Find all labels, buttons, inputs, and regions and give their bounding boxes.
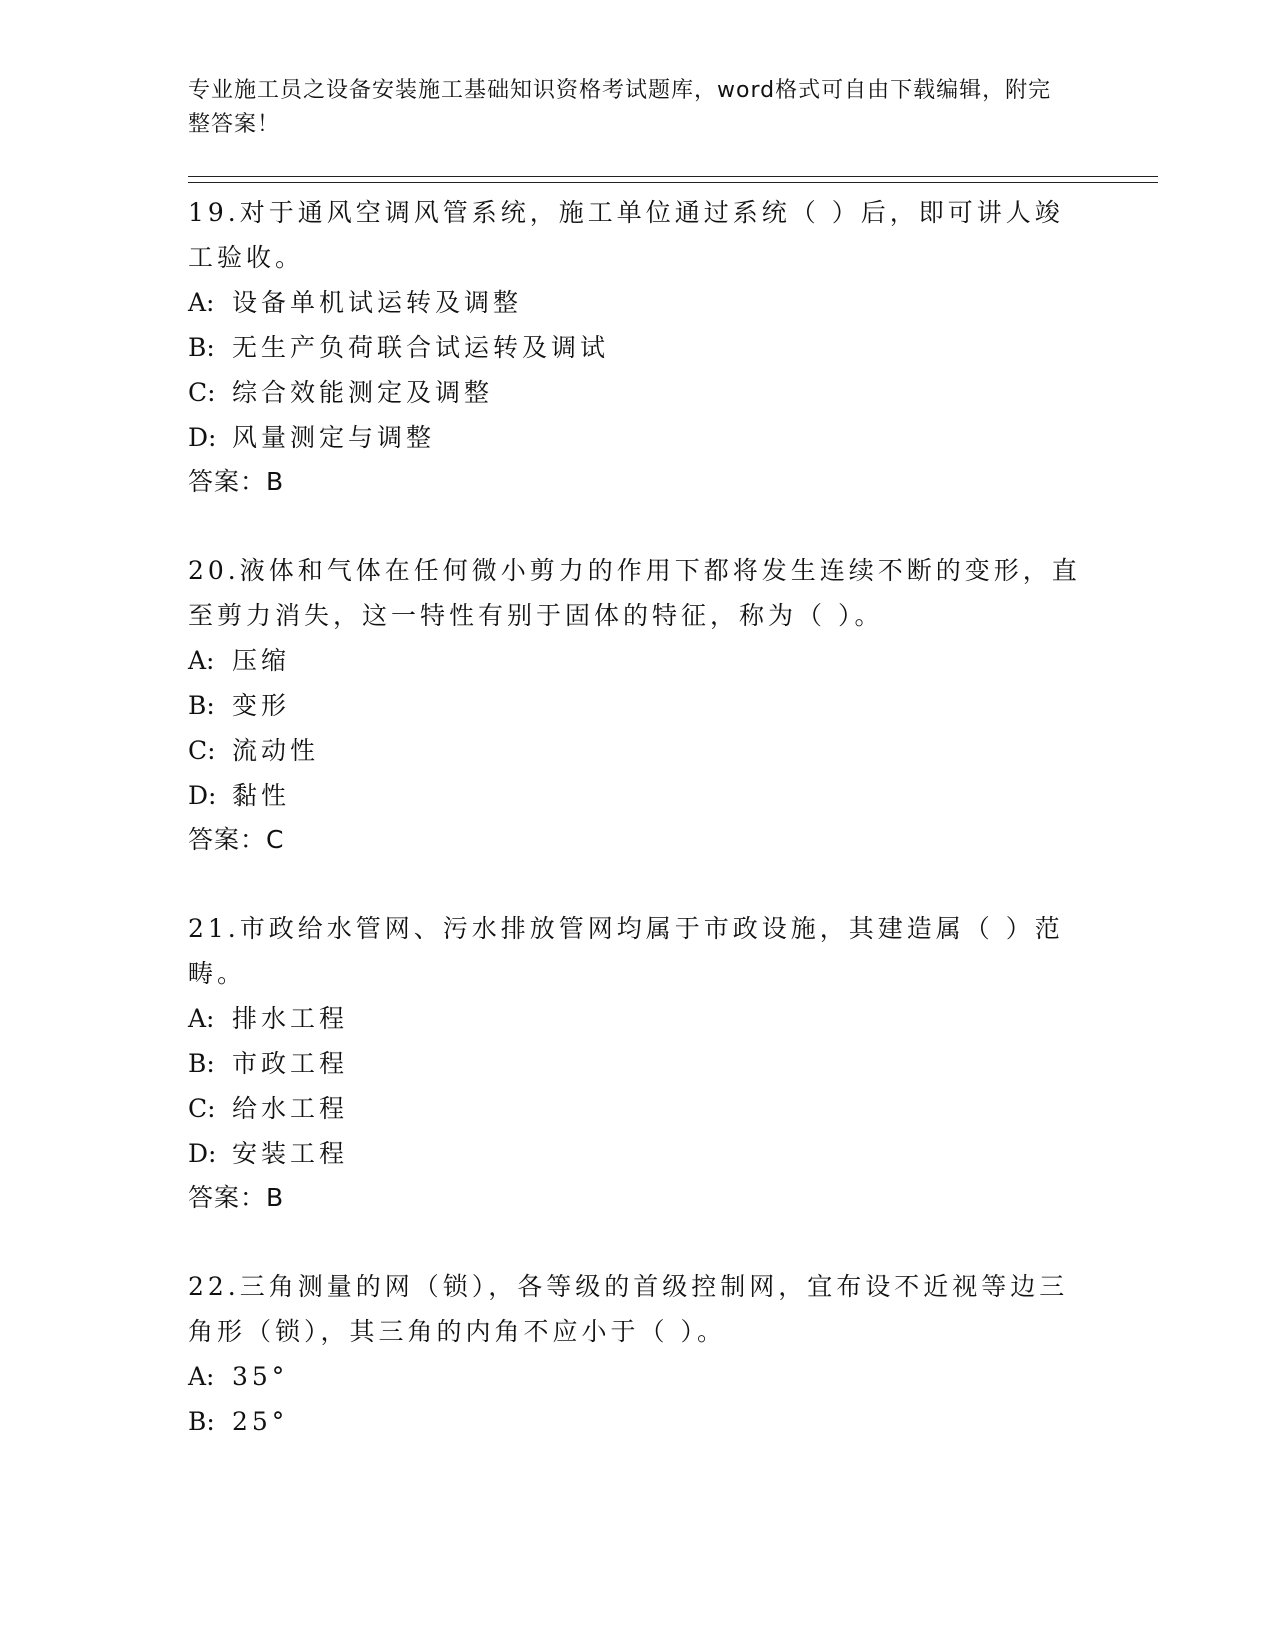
question-text: 21.市政给水管网、污水排放管网均属于市政设施，其建造属（ ）范畴。 — [188, 914, 1064, 988]
answer: 答案：C — [188, 825, 285, 854]
question-22 — [188, 1264, 1088, 1444]
option-key: D: — [188, 781, 217, 810]
option-c — [188, 728, 1088, 773]
option-text: 设备单机试运转及调整 — [232, 288, 523, 317]
option-b — [188, 1041, 1088, 1086]
question-list — [188, 190, 1088, 1488]
question-19 — [188, 190, 1088, 504]
header-intro: 专业施工员之设备安装施工基础知识资格考试题库，word格式可自由下载编辑，附完整答案！ — [188, 78, 1052, 137]
option-text: 流动性 — [232, 736, 320, 765]
option-text: 市政工程 — [232, 1049, 349, 1078]
answer: 答案：B — [188, 1183, 285, 1212]
option-key: A: — [188, 1004, 215, 1033]
option-a — [188, 638, 1088, 683]
option-text: 黏性 — [232, 781, 291, 810]
question-text: 19.对于通风空调风管系统，施工单位通过系统（ ）后，即可讲人竣工验收。 — [188, 198, 1064, 272]
option-text: 35° — [232, 1362, 289, 1391]
option-text: 排水工程 — [232, 1004, 349, 1033]
option-text: 压缩 — [232, 646, 291, 675]
option-a — [188, 280, 1088, 325]
option-text: 给水工程 — [232, 1094, 349, 1123]
option-key: B: — [188, 1049, 215, 1078]
answer: 答案：B — [188, 467, 285, 496]
question-21 — [188, 906, 1088, 1220]
option-key: B: — [188, 333, 215, 362]
option-b — [188, 325, 1088, 370]
header-divider-bottom — [188, 182, 1158, 183]
option-text: 综合效能测定及调整 — [232, 378, 494, 407]
option-b — [188, 683, 1088, 728]
option-key: C: — [188, 1094, 216, 1123]
option-key: C: — [188, 736, 216, 765]
option-text: 25° — [232, 1407, 289, 1436]
option-key: A: — [188, 646, 215, 675]
option-key: B: — [188, 1407, 215, 1436]
option-key: C: — [188, 378, 216, 407]
option-d — [188, 773, 1088, 818]
option-text: 安装工程 — [232, 1139, 349, 1168]
option-text: 变形 — [232, 691, 291, 720]
option-key: A: — [188, 1362, 215, 1391]
option-b — [188, 1399, 1088, 1444]
header-divider-top — [188, 176, 1158, 177]
option-a — [188, 996, 1088, 1041]
option-key: D: — [188, 423, 217, 452]
option-text: 无生产负荷联合试运转及调试 — [232, 333, 610, 362]
option-key: A: — [188, 288, 215, 317]
option-c — [188, 370, 1088, 415]
option-a — [188, 1354, 1088, 1399]
option-key: D: — [188, 1139, 217, 1168]
option-text: 风量测定与调整 — [232, 423, 436, 452]
option-key: B: — [188, 691, 215, 720]
question-20 — [188, 548, 1088, 862]
option-d — [188, 415, 1088, 460]
option-d — [188, 1131, 1088, 1176]
question-text: 22.三角测量的网（锁），各等级的首级控制网，宜布设不近视等边三角形（锁），其三角的内角不应小于（ ）。 — [188, 1272, 1069, 1346]
question-text: 20.液体和气体在任何微小剪力的作用下都将发生连续不断的变形，直至剪力消失，这一特性有别于固体的特征，称为（ ）。 — [188, 556, 1081, 630]
option-c — [188, 1086, 1088, 1131]
